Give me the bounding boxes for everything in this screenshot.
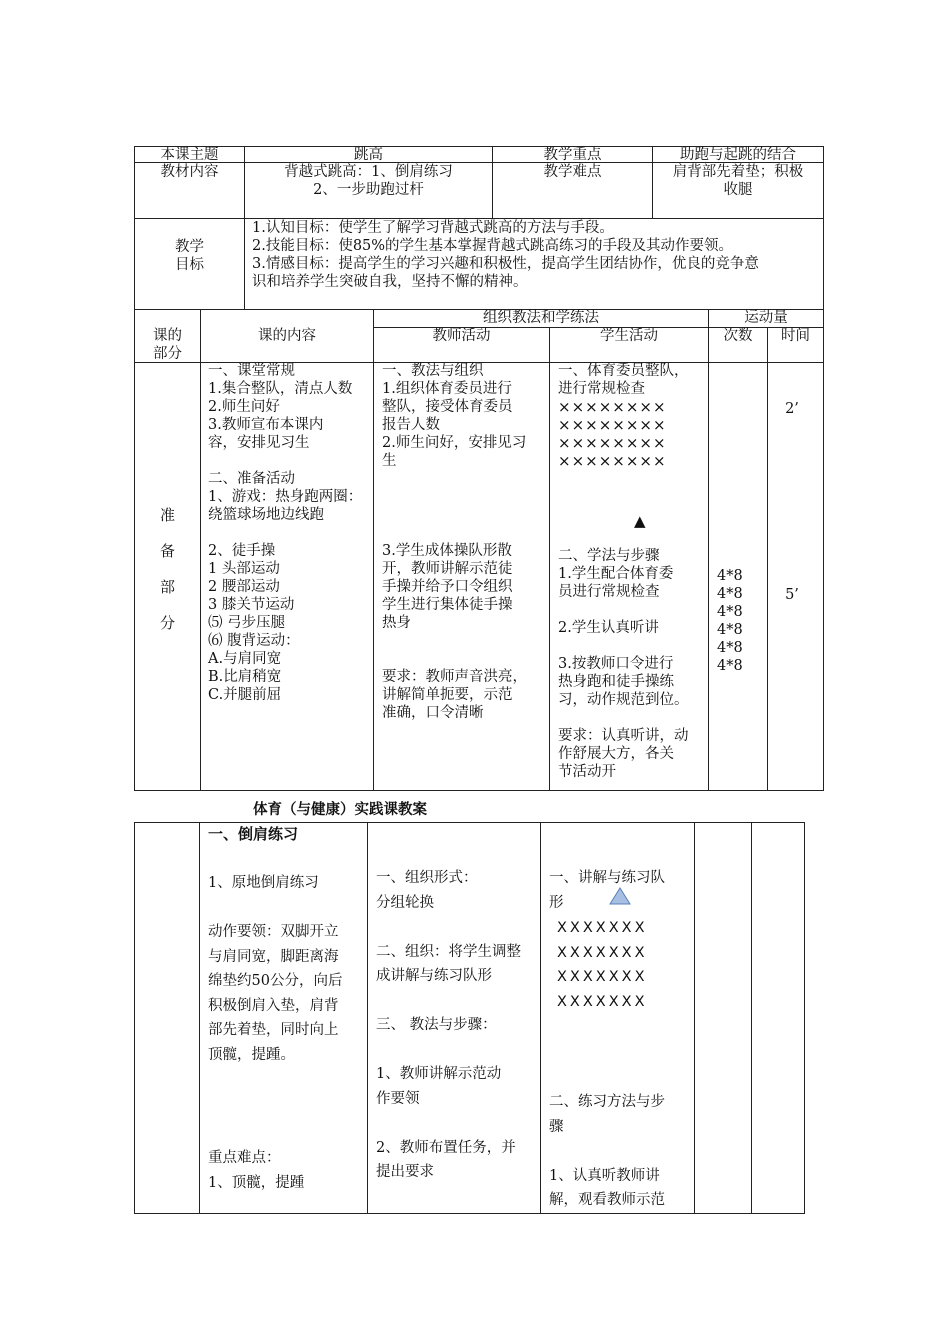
content-value: 背越式跳高：1、倒肩练习 2、一步助跑过杆 xyxy=(284,164,453,198)
col-teacher-header: 教师活动 xyxy=(432,328,491,344)
col-time-header: 时间 xyxy=(781,328,810,344)
part2-content-title: 一、倒肩练习 xyxy=(208,825,299,843)
col-content-header: 课的内容 xyxy=(258,328,316,344)
part2-content: 1、原地倒肩练习 动作要领：双脚开立 与肩同宽，脚距离海 绵垫约50公分，向后 积极倒肩入垫，肩背 部先着垫，同时向上 顶髋，提踵。 xyxy=(208,875,343,1063)
content-label: 教材内容 xyxy=(160,164,219,180)
part2-formation xyxy=(557,916,648,1014)
prep-time-1: 2’ xyxy=(785,401,799,417)
formation-row: ×××××××× xyxy=(558,416,667,434)
goals-label: 教学 目标 xyxy=(175,239,204,273)
page-title: 体育（与健康）实践课教案 xyxy=(253,801,427,818)
difficulty-value: 肩背部先着垫；积极 收腿 xyxy=(672,164,804,198)
topic-label: 本课主题 xyxy=(160,147,219,163)
part2-student-bottom: 二、练习方法与步 骤 1、认真听教师讲 解，观看教师示范 xyxy=(549,1094,665,1208)
part2-keypoints: 重点难点： 1、顶髋，提踵 xyxy=(208,1150,305,1191)
focus-value: 助跑与起跳的结合 xyxy=(680,147,796,163)
col-part-header: 课的 部分 xyxy=(153,328,182,362)
formation-row: XXXXXXX xyxy=(557,920,648,936)
prep-student-top: 一、体育委员整队， 进行常规检查 xyxy=(558,363,689,397)
col-org-header: 组织教法和学练法 xyxy=(483,310,599,326)
col-student-header: 学生活动 xyxy=(600,328,658,344)
formation-row: XXXXXXX xyxy=(557,993,648,1010)
difficulty-label: 教学难点 xyxy=(543,164,602,180)
prep-part-label: 准 备 部 分 xyxy=(159,506,175,632)
prep-teacher-activity: 一、教法与组织 1.组织体育委员进行 整队，接受体育委员 报告人数 2.师生问好，安排见习 生 3.学生成体操队形散 开，教师讲解示范徒 手操并给予口令组织 学生进行集体徒手操 热身 要求：教师声音洪亮， 讲解简单扼要，示范 准确，口令清晰 xyxy=(382,363,527,721)
formation-row: ×××××××× xyxy=(558,398,667,416)
formation-row: XXXXXXX xyxy=(557,969,648,985)
formation-row: XXXXXXX xyxy=(557,944,648,961)
prep-time-2: 5’ xyxy=(785,587,799,603)
formation-row: ×××××××× xyxy=(558,452,667,470)
prep-formation xyxy=(558,398,708,470)
topic-value: 跳高 xyxy=(354,147,383,163)
focus-label: 教学重点 xyxy=(543,147,602,163)
part2-teacher-activity: 一、组织形式： 分组轮换 二、组织：将学生调整 成讲解与练习队形 三、 教法与步骤： 1、教师讲解示范动 作要领 2、教师布置任务，并 提出要求 xyxy=(376,870,521,1180)
prep-content: 一、课堂常规 1.集合整队，清点人数 2.师生问好 3.教师宣布本课内 容，安排见习生 二、准备活动 1、游戏：热身跑两圈： 绕篮球场地边线跑 2、徒手操 1 头部运动 2 腰部运动 3 膝关节运动 ⑸ 弓步压腿 ⑹ 腹背运动： A.与肩同宽 B.比肩稍宽 C.并腿前屈 xyxy=(208,363,363,703)
goals-text: 1.认知目标：使学生了解学习背越式跳高的方法与手段。 2.技能目标：使85%的学生基本掌握背越式跳高练习的手段及其动作要领。 3.情感目标：提高学生的学习兴趣和积极性，提高学生团结协作，优良的竞争意 识和培养学生突破自我，坚持不懈的精神。 xyxy=(252,220,759,290)
teacher-position-triangle-icon xyxy=(609,887,631,905)
teacher-position-marker: ▲ xyxy=(634,512,646,530)
col-count-header: 次数 xyxy=(723,328,753,344)
col-load-header: 运动量 xyxy=(744,310,788,326)
prep-student-bottom: 二、学法与步骤 1.学生配合体育委 员进行常规检查 2.学生认真听讲 3.按教师口令进行 热身跑和徒手操练 习，动作规范到位。 要求：认真听讲，动 作舒展大方，各关 节活动开 xyxy=(558,548,689,780)
prep-counts: 4*8 4*8 4*8 4*8 4*8 4*8 xyxy=(717,568,743,674)
part2-student-top: 一、讲解与练习队 形 xyxy=(549,870,665,911)
formation-row: ×××××××× xyxy=(558,434,667,452)
